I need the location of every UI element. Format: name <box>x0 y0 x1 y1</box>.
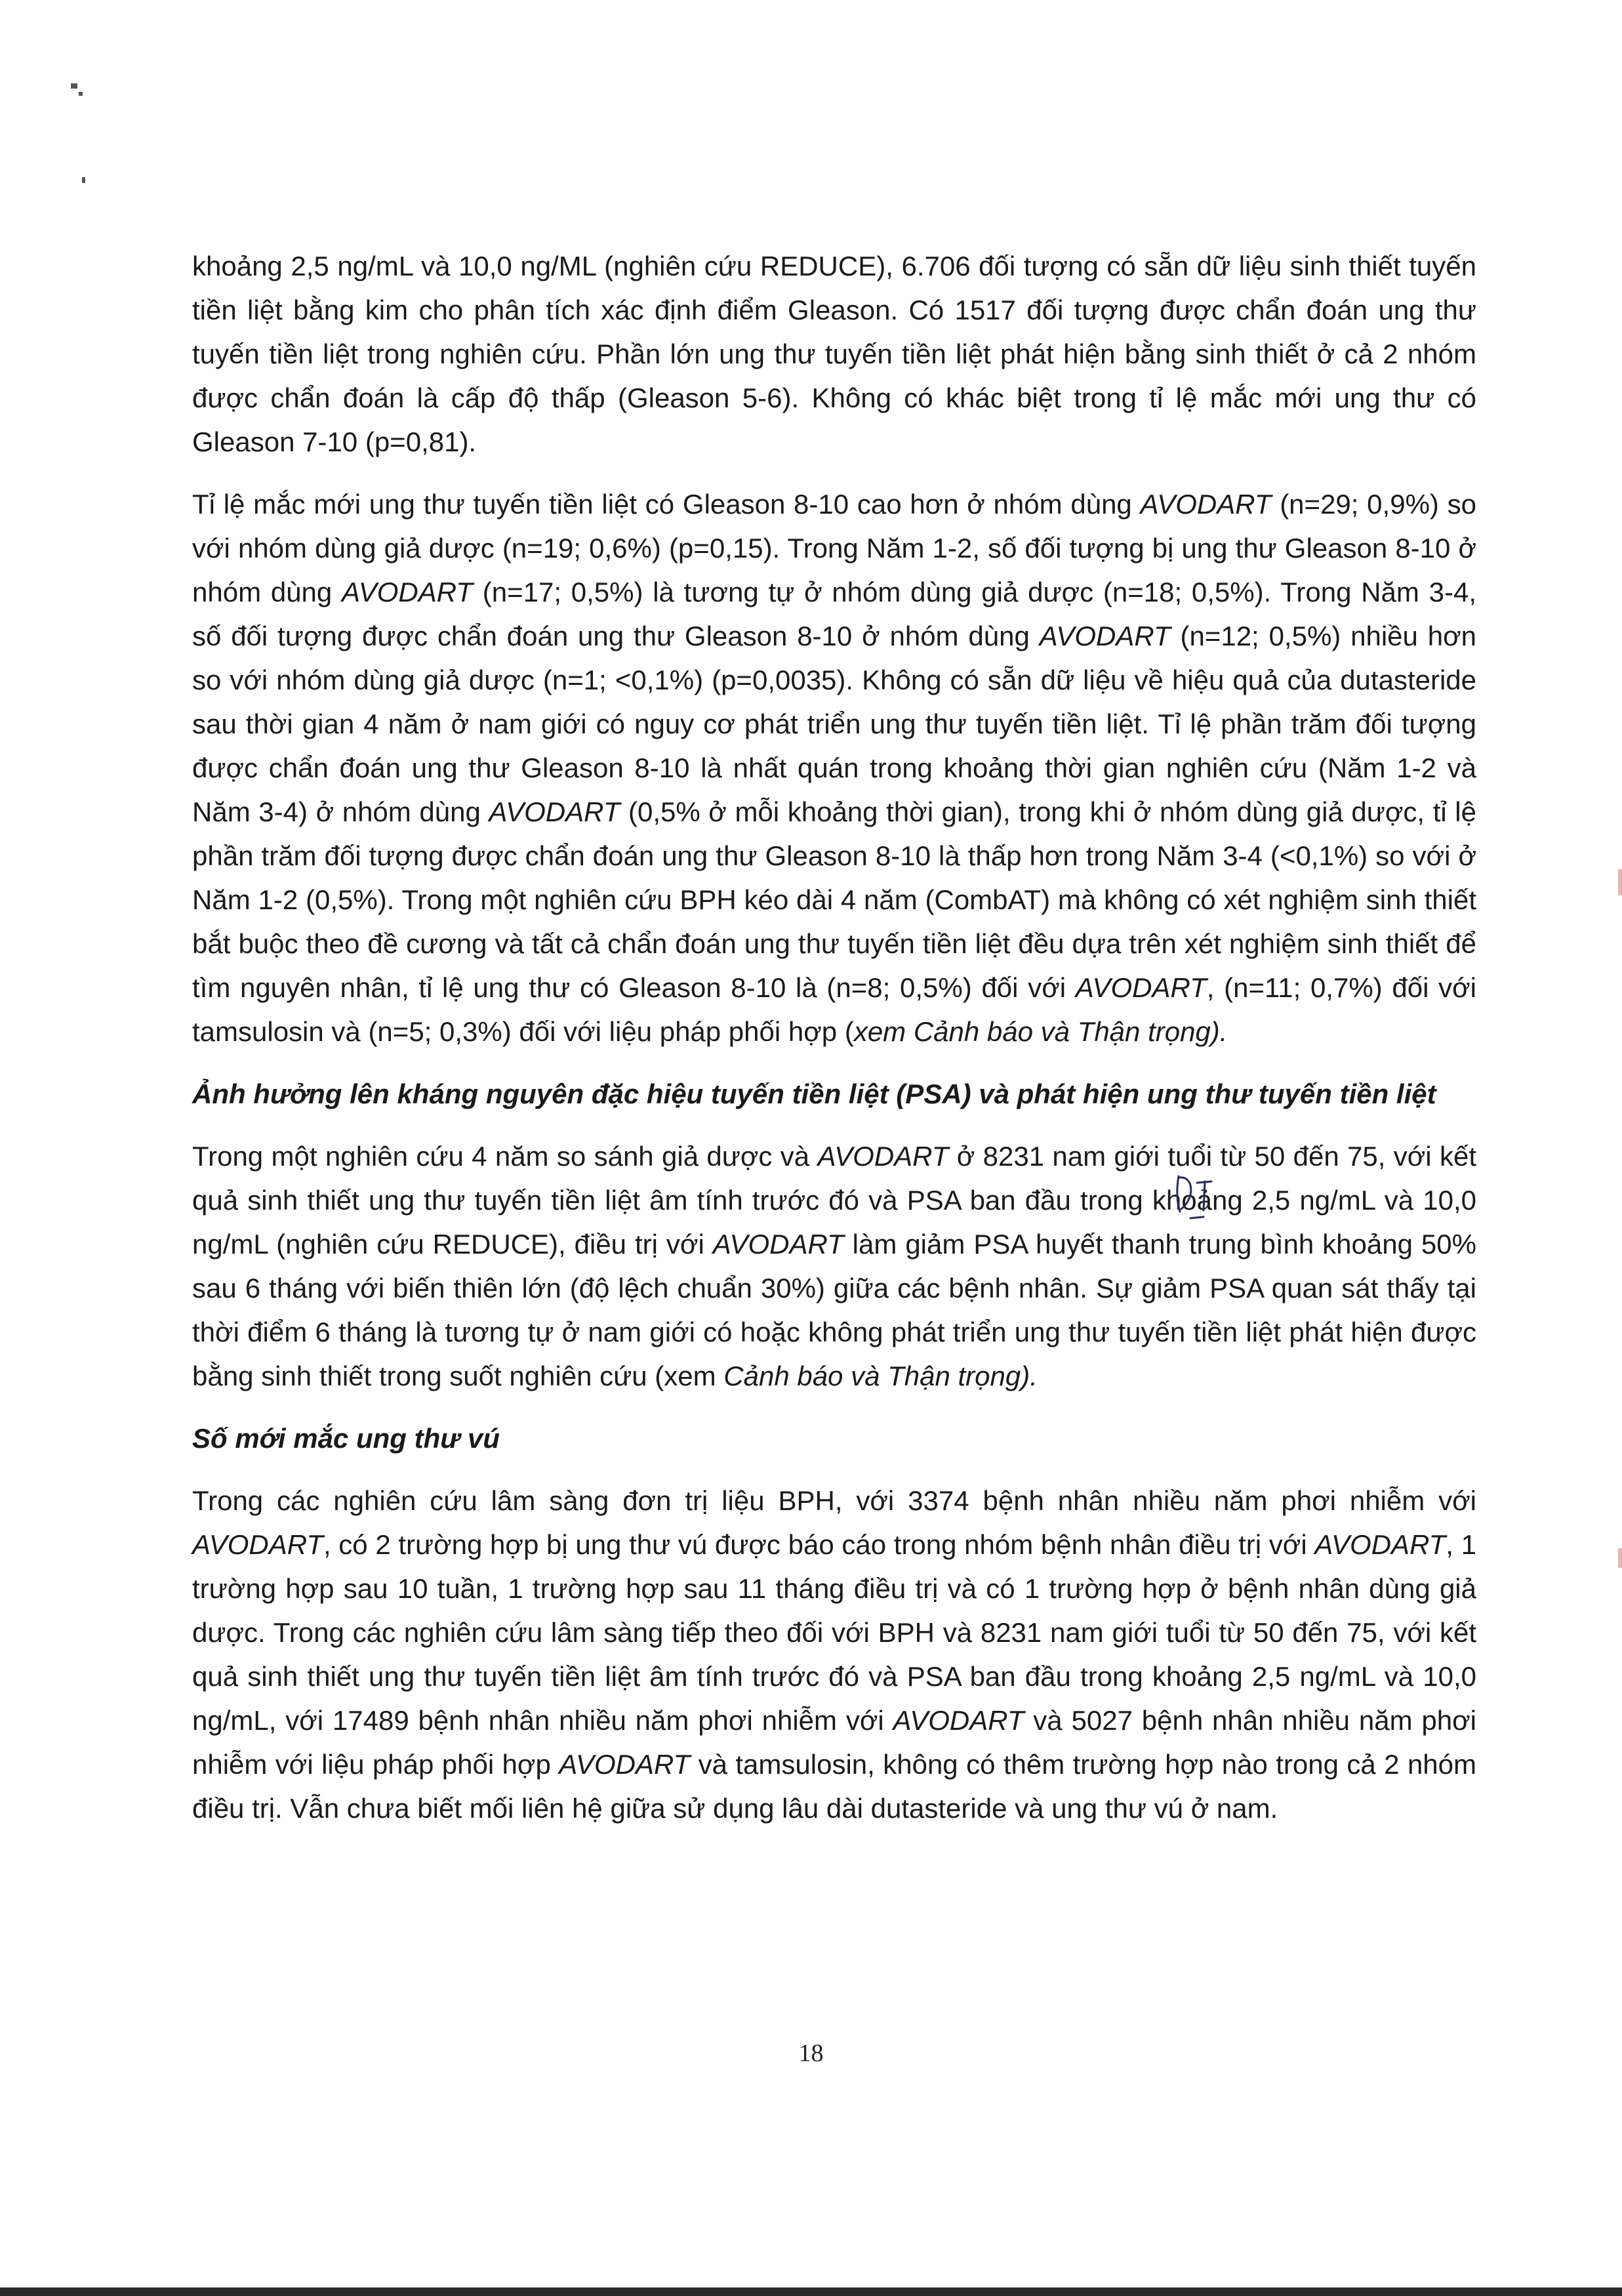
text-segment: , 1 trường hợp sau 10 tuần, 1 trường hợp sau 11 tháng điều trị và có 1 trường hợp ở bệnh nhân dùng giả dược. Trong các nghiên cứu lâm sàng tiếp theo đối với BPH và 8231 nam giới tuổi từ 50 đến 75, với kết quả sinh thiết ung thư tuyến tiền liệt âm tính trước đó và PSA ban đầu trong khoảng 2,5 ng/mL và 10,0 ng/mL, với 17489 bệnh nhân nhiều năm phơi nhiễm với <box>192 1529 1476 1736</box>
cross-reference: Cảnh báo và Thận trọng). <box>723 1361 1038 1391</box>
paragraph-gleason-intro <box>192 244 1476 464</box>
cross-reference: xem Cảnh báo và Thận trọng). <box>853 1016 1228 1047</box>
drug-name: AVODART <box>712 1229 844 1260</box>
text-segment: (n=12; 0,5%) nhiều hơn so với nhóm dùng giả dược (n=1; <0,1%) (p=0,0035). Không có sẵn dữ liệu về hiệu quả của dutasteride sau thời gian 4 năm ở nam giới có nguy cơ phát triển ung thư tuyến tiền liệt. Tỉ lệ phần trăm đối tượng được chẩn đoán ung thư Gleason 8-10 là nhất quán trong khoảng thời gian nghiên cứu (Năm 1-2 và Năm 3-4) ở nhóm dùng <box>192 621 1476 827</box>
scan-edge-mark <box>1618 869 1622 895</box>
text-segment: Trong một nghiên cứu 4 năm so sánh giả dược và <box>192 1141 818 1172</box>
drug-name: AVODART <box>342 577 473 607</box>
scan-speck <box>79 92 83 96</box>
drug-name: AVODART <box>1039 621 1171 651</box>
text-segment: (n=17; 0,5%) là tương tự ở nhóm dùng giả dược (n=18; 0,5%). Trong Năm 3-4, số đối tượng được chẩn đoán ung thư Gleason 8-10 ở nhóm dùng <box>192 577 1476 651</box>
drug-name: AVODART <box>893 1705 1024 1736</box>
scan-speck <box>82 177 85 183</box>
drug-name: AVODART <box>559 1749 691 1780</box>
drug-name: AVODART <box>1314 1529 1446 1560</box>
text-segment: , có 2 trường hợp bị ung thư vú được báo cáo trong nhóm bệnh nhân điều trị với <box>323 1529 1315 1560</box>
paragraph-psa <box>192 1134 1476 1398</box>
page-number: 18 <box>798 2040 824 2067</box>
scan-speck <box>71 83 77 89</box>
paragraph-text: khoảng 2,5 ng/mL và 10,0 ng/ML (nghiên cứu REDUCE), 6.706 đối tượng có sẵn dữ liệu sinh thiết tuyến tiền liệt bằng kim cho phân tích xác định điểm Gleason. Có 1517 đối tượng được chẩn đoán ung thư tuyến tiền liệt trong nghiên cứu. Phần lớn ung thư tuyến tiền liệt phát hiện bằng sinh thiết ở cả 2 nhóm được chẩn đoán là cấp độ thấp (Gleason 5-6). Không có khác biệt trong tỉ lệ mắc mới ung thư có Gleason 7-10 (p=0,81). <box>192 251 1476 457</box>
scan-edge-mark <box>1618 1548 1622 1568</box>
text-segment: làm giảm PSA huyết thanh trung bình khoảng 50% sau 6 tháng với biến thiên lớn (độ lệch chuẩn 30%) giữa các bệnh nhân. Sự giảm PSA quan sát thấy tại thời điểm 6 tháng là tương tự ở nam giới có hoặc không phát triển ung thư tuyến tiền liệt phát hiện được bằng sinh thiết trong suốt nghiên cứu (xem <box>192 1229 1476 1391</box>
text-segment: (n=29; 0,9%) so với nhóm dùng giả dược (n=19; 0,6%) (p=0,15). Trong Năm 1-2, số đối tượng bị ung thư Gleason 8-10 ở nhóm dùng <box>192 489 1476 607</box>
drug-name: AVODART <box>489 796 620 827</box>
page-content <box>192 244 1476 1849</box>
text-segment: Trong các nghiên cứu lâm sàng đơn trị liệu BPH, với 3374 bệnh nhân nhiều năm phơi nhiễm với <box>192 1485 1476 1516</box>
text-segment: và 5027 bệnh nhân nhiều năm phơi nhiễm với liệu pháp phối hợp <box>192 1705 1476 1780</box>
drug-name: AVODART <box>192 1529 323 1560</box>
paragraph-breast-cancer <box>192 1479 1476 1830</box>
drug-name: AVODART <box>1075 972 1207 1003</box>
section-heading-breast-cancer: Số mới mắc ung thư vú <box>192 1423 500 1454</box>
paragraph-gleason-8-10 <box>192 482 1476 1054</box>
text-segment: và tamsulosin, không có thêm trường hợp nào trong cả 2 nhóm điều trị. Vẫn chưa biết mối liên hệ giữa sử dụng lâu dài dutasteride và ung thư vú ở nam. <box>192 1749 1477 1824</box>
scan-bottom-edge <box>0 2287 1622 2296</box>
drug-name: AVODART <box>1140 489 1272 520</box>
text-segment: ở 8231 nam giới tuổi từ 50 đến 75, với kết quả sinh thiết ung thư tuyến tiền liệt âm tính trước đó và PSA ban đầu trong khoảng 2,5 ng/mL và 10,0 ng/mL (nghiên cứu REDUCE), điều trị với <box>192 1141 1476 1260</box>
drug-name: AVODART <box>817 1141 949 1172</box>
text-segment: , (n=11; 0,7%) đối với tamsulosin và (n=5; 0,3%) đối với liệu pháp phối hợp ( <box>192 972 1476 1047</box>
text-segment: (0,5% ở mỗi khoảng thời gian), trong khi ở nhóm dùng giả dược, tỉ lệ phần trăm đối tượng được chẩn đoán ung thư Gleason 8-10 là thấp hơn trong Năm 3-4 (<0,1%) so với ở Năm 1-2 (0,5%). Trong một nghiên cứu BPH kéo dài 4 năm (CombAT) mà không có xét nghiệm sinh thiết bắt buộc theo đề cương và tất cả chẩn đoán ung thư tuyến tiền liệt đều dựa trên xét nghiệm sinh thiết để tìm nguyên nhân, tỉ lệ ung thư có Gleason 8-10 là (n=8; 0,5%) đối với <box>192 796 1476 1003</box>
text-segment: Tỉ lệ mắc mới ung thư tuyến tiền liệt có Gleason 8-10 cao hơn ở nhóm dùng <box>192 489 1141 520</box>
handwritten-initials <box>1171 1171 1217 1223</box>
section-heading-psa: Ảnh hưởng lên kháng nguyên đặc hiệu tuyến tiền liệt (PSA) và phát hiện ung thư tuyến tiền liệt <box>192 1078 1436 1109</box>
